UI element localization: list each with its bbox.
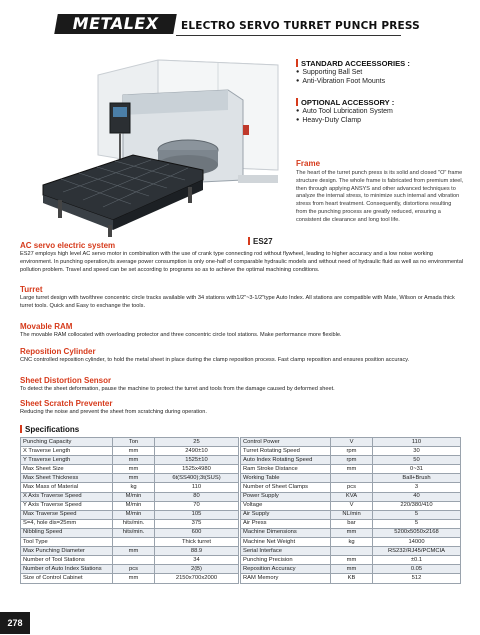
spec-label: Serial Interface xyxy=(241,547,331,556)
spec-row xyxy=(21,438,239,447)
spec-row xyxy=(241,456,461,465)
spec-unit xyxy=(113,538,155,547)
spec-table-right xyxy=(240,437,461,584)
spec-unit: mm xyxy=(113,547,155,556)
spec-label: Punching Precision xyxy=(241,556,331,565)
spec-value: 0.05 xyxy=(373,565,461,574)
spec-row xyxy=(21,501,239,510)
spec-label: Control Power xyxy=(241,438,331,447)
spec-label: S=4, hole dis=25mm xyxy=(21,519,113,528)
spec-row xyxy=(241,465,461,474)
spec-unit: mm xyxy=(331,465,373,474)
section-heading: AC servo electric system xyxy=(20,241,116,250)
image-caption: ES27 xyxy=(248,237,273,246)
spec-value: 600 xyxy=(155,528,239,537)
spec-unit: mm xyxy=(331,565,373,574)
standard-heading: STANDARD ACCEESSORIES : xyxy=(296,59,476,68)
spec-value: Ball+Brush xyxy=(373,474,461,483)
spec-row xyxy=(21,538,239,547)
spec-label: Size of Control Cabinet xyxy=(21,574,113,583)
spec-row xyxy=(241,565,461,574)
spec-value: 1525x4980 xyxy=(155,465,239,474)
spec-unit: KVA xyxy=(331,492,373,501)
spec-row xyxy=(21,447,239,456)
spec-row xyxy=(21,456,239,465)
spec-row xyxy=(241,519,461,528)
spec-row xyxy=(21,565,239,574)
section-text: To detect the sheet deformation, pause the machine to protect the turret and tools from the damage caused by deformed sheet. xyxy=(20,386,335,392)
spec-label: Nibbling Speed xyxy=(21,528,113,537)
spec-value: 110 xyxy=(155,483,239,492)
section-text: Reducing the noise and prevent the sheet from scratching during operation. xyxy=(20,409,207,415)
spec-row xyxy=(241,556,461,565)
spec-row xyxy=(21,492,239,501)
spec-value: 34 xyxy=(155,556,239,565)
spec-row xyxy=(21,528,239,537)
header-divider xyxy=(176,35,401,36)
spec-value: ±0.1 xyxy=(373,556,461,565)
spec-label: Power Supply xyxy=(241,492,331,501)
spec-unit: mm xyxy=(113,447,155,456)
spec-value: 2150x700x2000 xyxy=(155,574,239,583)
spec-row xyxy=(21,483,239,492)
spec-unit: M/min xyxy=(113,501,155,510)
spec-unit: rpm xyxy=(331,456,373,465)
standard-item: ● Supporting Ball Set xyxy=(296,68,476,77)
spec-label: Max Sheet Thickness xyxy=(21,474,113,483)
frame-heading: Frame xyxy=(296,159,321,168)
spec-unit: pcs xyxy=(113,565,155,574)
spec-row xyxy=(241,474,461,483)
spec-row xyxy=(21,547,239,556)
spec-unit: mm xyxy=(331,528,373,537)
spec-unit xyxy=(113,556,155,565)
spec-unit: mm xyxy=(113,474,155,483)
section-text: The movable RAM collocated with overloading protector and three concentric circle tool stations. Make performance more flexible. xyxy=(20,332,342,338)
spec-value: 14000 xyxy=(373,538,461,547)
spec-label: Y Traverse Length xyxy=(21,456,113,465)
spec-value: 25 xyxy=(155,438,239,447)
heading-marker xyxy=(296,98,298,106)
spec-unit: V xyxy=(331,501,373,510)
spec-row xyxy=(241,574,461,583)
spec-unit: kg xyxy=(113,483,155,492)
spec-row xyxy=(241,538,461,547)
spec-label: Turret Rotating Speed xyxy=(241,447,331,456)
spec-unit: rpm xyxy=(331,447,373,456)
spec-value: 220/380/410 xyxy=(373,501,461,510)
spec-value: 512 xyxy=(373,574,461,583)
spec-unit: NL/min xyxy=(331,510,373,519)
spec-row xyxy=(241,510,461,519)
section-heading: Movable RAM xyxy=(20,322,73,331)
spec-unit: mm xyxy=(113,574,155,583)
section-heading: Turret xyxy=(20,285,43,294)
spec-row xyxy=(241,547,461,556)
section-text: CNC controlled reposition cylinder, to hold the metal sheet in place during the clamp reposition process. Fast clamp reposition and ensures position accuracy. xyxy=(20,357,410,363)
optional-item: ● Heavy-Duty Clamp xyxy=(296,116,476,125)
specifications-heading: Specifications xyxy=(20,425,79,434)
spec-label: Reposition Accuracy xyxy=(241,565,331,574)
spec-value: 40 xyxy=(373,492,461,501)
standard-accessories xyxy=(296,59,476,87)
spec-value: 80 xyxy=(155,492,239,501)
spec-value: 6t(SS400);3t(SUS) xyxy=(155,474,239,483)
spec-unit: hits/min. xyxy=(113,528,155,537)
machine-image xyxy=(38,55,288,240)
spec-label: Voltage xyxy=(241,501,331,510)
spec-label: Max Punching Diameter xyxy=(21,547,113,556)
heading-marker xyxy=(296,59,298,67)
spec-label: Machine Dimensions xyxy=(241,528,331,537)
spec-value: 50 xyxy=(373,456,461,465)
spec-unit: mm xyxy=(113,465,155,474)
spec-label: Air Supply xyxy=(241,510,331,519)
page-title: ELECTRO SERVO TURRET PUNCH PRESS xyxy=(181,20,420,32)
spec-unit: V xyxy=(331,438,373,447)
spec-unit: M/min xyxy=(113,492,155,501)
spec-unit: bar xyxy=(331,519,373,528)
brand-logo: METALEX xyxy=(54,14,177,34)
caption-marker xyxy=(248,237,250,245)
optional-heading: OPTIONAL ACCESSORY : xyxy=(296,98,476,107)
spec-unit: mm xyxy=(113,456,155,465)
spec-value: 5 xyxy=(373,519,461,528)
spec-label: Max Mass of Material xyxy=(21,483,113,492)
spec-row xyxy=(21,574,239,583)
spec-row xyxy=(241,528,461,537)
section-text: Large turret design with two/three concentric circle tracks available with 34 stations with1/2"~3-1/2"type Auto Index. All stations are compatible with Mate, Wilson or Amada thick turret tools. Quick and Easy to exchange the tools. xyxy=(20,295,455,309)
spec-label: Air Press xyxy=(241,519,331,528)
spec-row xyxy=(241,483,461,492)
spec-label: Number of Sheet Clamps xyxy=(241,483,331,492)
spec-value: 3 xyxy=(373,483,461,492)
spec-label: Tool Type xyxy=(21,538,113,547)
spec-label: Auto Index Rotating Speed xyxy=(241,456,331,465)
spec-unit: pcs xyxy=(331,483,373,492)
spec-label: X Axis Traverse Speed xyxy=(21,492,113,501)
spec-table-left xyxy=(20,437,239,584)
standard-item: ● Anti-Vibration Foot Mounts xyxy=(296,77,476,86)
spec-value: 1525±10 xyxy=(155,456,239,465)
spec-label: Working Table xyxy=(241,474,331,483)
spec-row xyxy=(241,501,461,510)
spec-label: Y Axis Traverse Speed xyxy=(21,501,113,510)
spec-label: Number of Tool Stations xyxy=(21,556,113,565)
spec-row xyxy=(21,556,239,565)
spec-value: 30 xyxy=(373,447,461,456)
spec-unit: mm xyxy=(331,556,373,565)
section-heading: Sheet Scratch Preventer xyxy=(20,399,113,408)
spec-value: 88.9 xyxy=(155,547,239,556)
spec-value: 375 xyxy=(155,519,239,528)
spec-row xyxy=(241,492,461,501)
spec-label: Punching Capacity xyxy=(21,438,113,447)
spec-value: 5200x5050x2168 xyxy=(373,528,461,537)
spec-row xyxy=(241,438,461,447)
spec-unit: KB xyxy=(331,574,373,583)
section-heading: Sheet Distortion Sensor xyxy=(20,376,112,385)
spec-label: Machine Net Weight xyxy=(241,538,331,547)
spec-row xyxy=(21,474,239,483)
spec-value: 2490±10 xyxy=(155,447,239,456)
section-heading: Reposition Cylinder xyxy=(20,347,96,356)
optional-item: ● Auto Tool Lubrication System xyxy=(296,107,476,116)
spec-row xyxy=(21,519,239,528)
heading-marker xyxy=(20,425,22,433)
spec-row xyxy=(21,510,239,519)
page-number: 278 xyxy=(0,612,30,634)
spec-row xyxy=(21,465,239,474)
spec-unit: kg xyxy=(331,538,373,547)
spec-label: X Traverse Length xyxy=(21,447,113,456)
spec-unit xyxy=(331,474,373,483)
spec-label: Number of Auto Index Stations xyxy=(21,565,113,574)
spec-unit: Ton xyxy=(113,438,155,447)
spec-unit: hits/min. xyxy=(113,519,155,528)
spec-value: RS232/RJ45/PCMCIA xyxy=(373,547,461,556)
spec-label: Max Sheet Size xyxy=(21,465,113,474)
spec-value: 5 xyxy=(373,510,461,519)
spec-row xyxy=(241,447,461,456)
spec-label: RAM Memory xyxy=(241,574,331,583)
frame-text: The heart of the turret punch press is its solid and closed "O" frame structure design. The whole frame is fabricated from premium steel, then through applying ANSYS and other advanced techniques to analyze the internal stress, to minimize such internal and vibration stress from heart treatment. Consequently, distortions resulting from the punching process are greatly reduced, ensuring a consistent die clearance and long tool life. xyxy=(296,170,464,223)
spec-label: Max Traverse Speed xyxy=(21,510,113,519)
spec-value: 0~31 xyxy=(373,465,461,474)
spec-value: 110 xyxy=(373,438,461,447)
spec-value: 70 xyxy=(155,501,239,510)
optional-accessories xyxy=(296,98,476,126)
spec-value: 105 xyxy=(155,510,239,519)
spec-label: Ram Stroke Distance xyxy=(241,465,331,474)
section-text: ES27 employs high level AC servo motor in combination with the use of crank type connecting rod without flywheel, leading to higher accuracy and a low noise working environment. In punching operation,its average power consumption is only one-half of comparable hydraulic models and without need of hydraulic fluid as well as no environmental pollution problem. Travel and speed can be set according to programs so as to achieve the optimal machining conditions. xyxy=(20,251,464,273)
spec-value: 2(B) xyxy=(155,565,239,574)
spec-unit: M/min xyxy=(113,510,155,519)
spec-value: Thick turret xyxy=(155,538,239,547)
spec-unit xyxy=(331,547,373,556)
